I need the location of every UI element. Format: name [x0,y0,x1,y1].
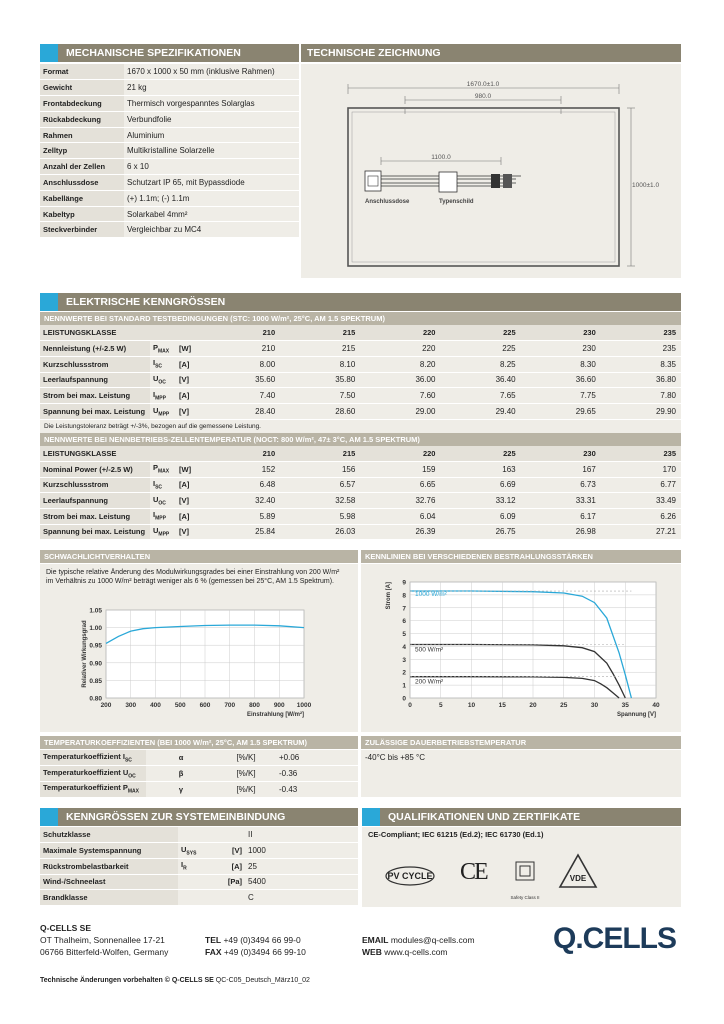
param-unit: [A] [176,477,200,493]
y-tick-label: 0.85 [89,677,102,685]
address-line-1: OT Thalheim, Sonnenallee 17-21 [40,935,165,945]
param-value: 235 [601,341,681,357]
x-tick-label: 25 [560,702,568,709]
weak-description: Die typische relative Änderung des Modulwirkungsgrades bei einer Einstrahlung von 200 W/m² im Verhältnis zu 1000 W/m² beträgt weniger als 6 % (gemessen bei 25°C, AM 1.5 Spektrum). [46,569,340,585]
temp-key: Temperaturkoeffizient $I_{SC}$ [40,750,146,766]
sys-value: 1000 [245,843,358,859]
param-value: 29.00 [360,403,440,419]
mech-row [40,206,299,222]
mech-key: Format [40,64,124,80]
mech-row [40,80,299,96]
elec-row [40,493,681,509]
param-value: 33.49 [601,493,681,509]
sys-unit: [A] [212,858,245,874]
noct-subheader: NENNWERTE BEI NENNBETRIEBS-ZELLENTEMPERATUR (NOCT: 800 W/m², 47± 3°C, AM 1.5 SPEKTRUM) [40,433,681,446]
param-value: 26.98 [521,524,601,540]
x-tick-label: 5 [438,702,443,709]
x-tick-label: 40 [652,702,660,709]
param-value: 35.80 [280,372,360,388]
param-value: 29.65 [521,403,601,419]
param-value: 6.17 [521,508,601,524]
class-value: 220 [360,446,440,462]
accent-square [362,808,380,826]
param-value: 159 [360,461,440,477]
x-tick-label: 1000 [296,702,312,709]
x-tick-label: 10 [467,702,476,709]
y-tick-label: 4 [402,643,406,651]
sys-unit: [Pa] [212,874,245,890]
stc-subheader: NENNWERTE BEI STANDARD TESTBEDINGUNGEN (STC: 1000 W/m², 25°C, AM 1.5 SPEKTRUM) [40,312,681,325]
param-value: 6.09 [440,508,520,524]
y-tick-label: 7 [402,605,406,613]
x-tick-label: 0 [408,702,412,709]
class-label: LEISTUNGSKLASSE [40,325,150,341]
y-tick-label: 5 [402,631,406,639]
fax-number: +49 (0)3494 66 99-10 [223,947,306,957]
param-value: 6.73 [521,477,601,493]
class-row [40,325,681,341]
param-name: Strom bei max. Leistung [40,508,150,524]
efficiency-chart [40,598,358,728]
sys-symbol: $I_R$ [178,858,212,874]
elec-row [40,403,681,419]
footer-phone: TEL +49 (0)3494 66 99-0 FAX +49 (0)3494 66 99-10 [205,935,306,957]
y-tick-label: 3 [402,656,406,664]
param-unit: [V] [176,403,200,419]
param-value: 7.65 [440,388,520,404]
mech-row [40,159,299,175]
address-line-2: 06766 Bitterfeld-Wolfen, Germany [40,947,169,957]
param-value: 5.98 [280,508,360,524]
y-tick-label: 8 [402,592,406,600]
param-value: 36.40 [440,372,520,388]
mech-value: 1670 x 1000 x 50 mm (inklusive Rahmen) [124,64,299,80]
temp-value: +0.06 [276,750,358,766]
param-unit: [W] [176,461,200,477]
param-value: 220 [360,341,440,357]
temp-value: -0.36 [276,766,358,782]
param-value: 7.40 [200,388,280,404]
temp-symbol: α [146,750,216,766]
param-value: 8.10 [280,356,360,372]
temp-unit: [%/K] [216,750,276,766]
param-value: 6.57 [280,477,360,493]
x-tick-label: 400 [150,702,161,709]
accent-square [40,808,58,826]
label-junction-box: Anschlussdose [365,199,410,205]
param-value: 36.80 [601,372,681,388]
param-value: 5.89 [200,508,280,524]
param-value: 6.69 [440,477,520,493]
sys-table [40,827,358,906]
mech-key: Rückabdeckung [40,111,124,127]
param-symbol: $U_{OC}$ [150,372,176,388]
series-label: 500 W/m² [415,646,444,654]
junction-box [365,171,381,191]
qual-text: CE-Compliant; IEC 61215 (Ed.2); IEC 61730 (Ed.1) [368,830,544,839]
dim-inner: 980.0 [474,93,492,100]
svg-text:VDE: VDE [569,874,587,883]
sys-section [40,827,358,906]
class-value: 210 [200,325,280,341]
stc-note: Die Leistungstoleranz beträgt +/-3%, bezogen auf die gemessene Leistung. [40,420,681,433]
x-tick-label: 800 [249,702,260,709]
sys-row [40,827,358,843]
x-tick-label: 200 [100,702,112,709]
temp-row [40,781,358,797]
x-axis-label: Einstrahlung [W/m²] [247,712,304,718]
sys-value: C [245,890,358,906]
param-name: Leerlaufspannung [40,372,150,388]
email-link[interactable]: modules@q-cells.com [390,935,475,945]
param-value: 167 [521,461,601,477]
param-value: 8.00 [200,356,280,372]
sys-row [40,843,358,859]
param-value: 163 [440,461,520,477]
sys-key: Schutzklasse [40,827,178,843]
param-value: 225 [440,341,520,357]
param-name: Nominal Power (+/-2.5 W) [40,461,150,477]
dim-height: 1000±1.0 [632,182,660,189]
class-value: 235 [601,325,681,341]
param-value: 152 [200,461,280,477]
param-value: 215 [280,341,360,357]
class-row [40,446,681,462]
temp-table [40,750,358,798]
sys-value: II [245,827,358,843]
sys-value: 25 [245,858,358,874]
class-value: 230 [521,325,601,341]
mech-key: Frontabdeckung [40,96,124,112]
param-value: 8.20 [360,356,440,372]
param-value: 6.04 [360,508,440,524]
y-tick-label: 2 [402,669,406,677]
mech-row [40,175,299,191]
mech-value: Vergleichbar zu MC4 [124,222,299,238]
class-label: LEISTUNGSKLASSE [40,446,150,462]
company-name: Q-CELLS SE [40,923,92,933]
class-value: 225 [440,446,520,462]
param-value: 7.50 [280,388,360,404]
doc-id: QC-C05_Deutsch_März10_02 [215,977,310,984]
sys-row [40,874,358,890]
accent-square [40,293,58,311]
param-unit: [A] [176,356,200,372]
temp-row [40,766,358,782]
stc-table [40,325,681,420]
param-value: 32.76 [360,493,440,509]
param-unit: [V] [176,493,200,509]
iv-panel [361,564,681,732]
temp-subheader: TEMPERATURKOEFFIZIENTEN (BEI 1000 W/m², 25°C, AM 1.5 SPEKTRUM) [40,736,358,749]
param-symbol: $P_{MAX}$ [150,341,176,357]
mech-value: 6 x 10 [124,159,299,175]
mech-row [40,222,299,238]
mech-row [40,96,299,112]
temp-key: Temperaturkoeffizient $U_{OC}$ [40,766,146,782]
type-plate [439,172,457,192]
param-name: Strom bei max. Leistung [40,388,150,404]
mech-row [40,111,299,127]
mech-key: Anzahl der Zellen [40,159,124,175]
sys-symbol [178,890,212,906]
y-tick-label: 1 [402,682,406,690]
mech-value: (+) 1.1m; (-) 1.1m [124,190,299,206]
param-value: 6.26 [601,508,681,524]
y-tick-label: 0 [402,695,406,703]
sys-key: Wind-/Schneelast [40,874,178,890]
elec-row [40,372,681,388]
pv-cycle-icon [380,865,440,887]
mech-value: Multikristalline Solarzelle [124,143,299,159]
elec-row [40,508,681,524]
param-unit: [A] [176,508,200,524]
sys-unit [212,890,245,906]
mech-key: Kabellänge [40,190,124,206]
class-value: 220 [360,325,440,341]
temp-value: -0.43 [276,781,358,797]
sys-key: Rückstrombelastbarkeit [40,858,178,874]
optemp-value: -40°C bis +85 °C [361,750,681,797]
y-tick-label: 0.90 [89,660,102,668]
temp-unit: [%/K] [216,766,276,782]
y-tick-label: 0.95 [89,642,102,650]
param-name: Kurzschlussstrom [40,477,150,493]
param-value: 8.25 [440,356,520,372]
param-value: 26.39 [360,524,440,540]
param-symbol: $P_{MAX}$ [150,461,176,477]
param-unit: [V] [176,372,200,388]
param-value: 29.40 [440,403,520,419]
param-name: Spannung bei max. Leistung [40,524,150,540]
label-type-plate: Typenschild [439,199,474,205]
param-value: 36.00 [360,372,440,388]
ce-mark-icon: CE [460,859,487,885]
mech-row [40,190,299,206]
x-tick-label: 300 [125,702,137,709]
iv-subheader: KENNLINIEN BEI VERSCHIEDENEN BESTRAHLUNGSSTÄRKEN [361,550,681,563]
param-value: 33.31 [521,493,601,509]
param-value: 6.48 [200,477,280,493]
vde-icon [558,853,598,891]
x-tick-label: 20 [529,702,537,709]
param-value: 32.58 [280,493,360,509]
y-tick-label: 1.05 [89,607,102,615]
mech-value: 21 kg [124,80,299,96]
y-tick-label: 0.80 [89,695,102,703]
param-value: 7.80 [601,388,681,404]
sys-header: KENNGRÖSSEN ZUR SYSTEMEINBINDUNG [40,808,358,826]
mech-value: Verbundfolie [124,111,299,127]
param-name: Nennleistung (+/-2.5 W) [40,341,150,357]
param-symbol: $U_{MPP}$ [150,403,176,419]
elec-header: ELEKTRISCHE KENNGRÖSSEN [40,293,681,311]
footer-legal: Technische Änderungen vorbehalten © Q-CELLS SE QC-C05_Deutsch_März10_02 [40,977,310,984]
mech-row [40,143,299,159]
mech-key: Gewicht [40,80,124,96]
sys-row [40,858,358,874]
mech-key: Kabeltyp [40,206,124,222]
param-symbol: $I_{MPP}$ [150,508,176,524]
y-axis-label: Strom [A] [386,582,392,610]
x-axis-label: Spannung [V] [617,712,656,718]
mech-value: Schutzart IP 65, mit Bypassdiode [124,175,299,191]
temp-section [40,750,358,798]
noct-table [40,446,681,541]
temp-key: Temperaturkoeffizient $P_{MAX}$ [40,781,146,797]
svg-text:PV CYCLE: PV CYCLE [387,871,433,881]
drawing-panel [301,64,681,278]
temp-row [40,750,358,766]
y-tick-label: 9 [402,579,406,587]
class-value: 230 [521,446,601,462]
accent-square [40,44,58,62]
y-tick-label: 1.00 [89,625,102,633]
class-value: 215 [280,325,360,341]
iv-chart [361,564,681,732]
param-symbol: $U_{OC}$ [150,493,176,509]
sys-symbol [178,827,212,843]
qual-header: QUALIFIKATIONEN UND ZERTIFIKATE [362,808,681,826]
temp-unit: [%/K] [216,781,276,797]
x-tick-label: 600 [199,702,211,709]
elec-row [40,477,681,493]
param-value: 26.03 [280,524,360,540]
param-name: Spannung bei max. Leistung [40,403,150,419]
sys-key: Maximale Systemspannung [40,843,178,859]
class-value: 210 [200,446,280,462]
mech-value: Aluminium [124,127,299,143]
temp-symbol: β [146,766,216,782]
weak-subheader: SCHWACHLICHTVERHALTEN [40,550,358,563]
sys-unit [212,827,245,843]
mech-table [40,64,299,238]
mech-key: Steckverbinder [40,222,124,238]
param-value: 27.21 [601,524,681,540]
param-value: 36.60 [521,372,601,388]
mech-header: MECHANISCHE SPEZIFIKATIONEN [40,44,299,62]
param-name: Leerlaufspannung [40,493,150,509]
qcells-logo: Q.CELLS [553,922,677,955]
sys-symbol: $U_{SYS}$ [178,843,212,859]
param-value: 32.40 [200,493,280,509]
dim-cable: 1100.0 [431,154,451,161]
x-tick-label: 30 [590,702,599,709]
elec-row [40,341,681,357]
mech-key: Anschlussdose [40,175,124,191]
mech-value: Solarkabel 4mm² [124,206,299,222]
param-symbol: $I_{SC}$ [150,477,176,493]
y-axis-label: Relativer Wirkungsgrad [82,620,88,688]
param-value: 26.75 [440,524,520,540]
elec-row [40,524,681,540]
param-value: 156 [280,461,360,477]
class-value: 225 [440,325,520,341]
drawing-header: TECHNISCHE ZEICHNUNG [301,44,681,62]
param-unit: [A] [176,388,200,404]
x-tick-label: 900 [273,702,285,709]
safety-class-icon: Safety Class II [510,860,540,890]
x-tick-label: 35 [621,702,629,709]
sys-row [40,890,358,906]
x-tick-label: 15 [498,702,506,709]
param-symbol: $I_{SC}$ [150,356,176,372]
sys-value: 5400 [245,874,358,890]
param-symbol: $I_{MPP}$ [150,388,176,404]
x-tick-label: 700 [224,702,236,709]
qual-panel [362,827,681,907]
x-tick-label: 500 [174,702,186,709]
mech-value: Thermisch vorgespanntes Solarglas [124,96,299,112]
param-name: Kurzschlussstrom [40,356,150,372]
param-value: 33.12 [440,493,520,509]
param-value: 8.35 [601,356,681,372]
sys-symbol [178,874,212,890]
elec-row [40,388,681,404]
param-value: 25.84 [200,524,280,540]
web-link[interactable]: www.q-cells.com [384,947,448,957]
param-unit: [V] [176,524,200,540]
footer-address [40,922,168,958]
elec-section [40,312,681,540]
class-value: 215 [280,446,360,462]
phone-number: +49 (0)3494 66 99-0 [223,935,301,945]
mech-row [40,64,299,80]
param-value: 35.60 [200,372,280,388]
temp-symbol: γ [146,781,216,797]
param-value: 28.40 [200,403,280,419]
param-value: 230 [521,341,601,357]
elec-row [40,461,681,477]
param-value: 7.75 [521,388,601,404]
y-tick-label: 6 [402,618,406,626]
param-value: 6.65 [360,477,440,493]
param-value: 7.60 [360,388,440,404]
param-value: 28.60 [280,403,360,419]
optemp-subheader: ZULÄSSIGE DAUERBETRIEBSTEMPERATUR [361,736,681,749]
param-value: 170 [601,461,681,477]
mech-key: Rahmen [40,127,124,143]
technical-drawing [301,64,681,278]
param-value: 210 [200,341,280,357]
series-label: 1000 W/m² [415,591,447,599]
param-value: 8.30 [521,356,601,372]
series-label: 200 W/m² [415,678,444,686]
sys-unit: [V] [212,843,245,859]
mech-key: Zelltyp [40,143,124,159]
param-unit: [W] [176,341,200,357]
mech-row [40,127,299,143]
class-value: 235 [601,446,681,462]
param-value: 6.77 [601,477,681,493]
param-value: 29.90 [601,403,681,419]
footer-contact: EMAIL modules@q-cells.com WEB www.q-cells.com [362,935,475,957]
param-symbol: $U_{MPP}$ [150,524,176,540]
elec-row [40,356,681,372]
weak-panel [40,564,358,732]
sys-key: Brandklasse [40,890,178,906]
dim-width: 1670.0±1.0 [466,81,500,88]
